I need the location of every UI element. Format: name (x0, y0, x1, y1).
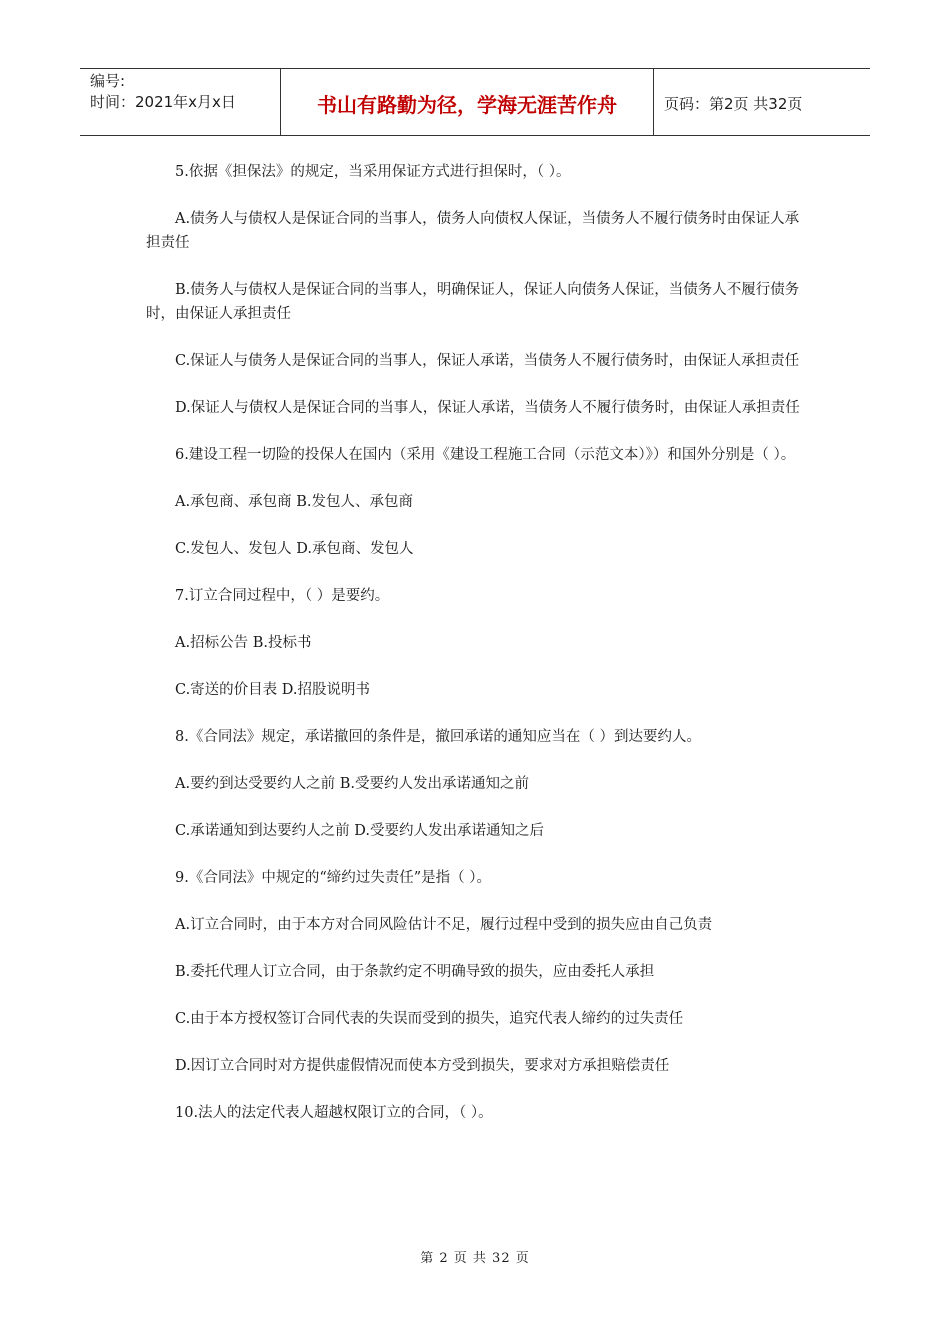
question-5: 5.依据《担保法》的规定，当采用保证方式进行担保时，（ ）。 (175, 164, 571, 180)
page-footer: 第 2 页 共 32 页 (420, 1251, 530, 1266)
question-10: 10.法人的法定代表人超越权限订立的合同，（ ）。 (175, 1105, 493, 1121)
question-5-option-a: A.债务人与债权人是保证合同的当事人，债务人向债权人保证，当债务人不履行债务时由保证人承担责任 (146, 211, 800, 251)
question-7: 7.订立合同过程中，（ ）是要约。 (175, 588, 390, 604)
question-6-options-cd: C.发包人、发包人 D.承包商、发包人 (175, 541, 414, 557)
page-header (80, 68, 870, 136)
question-5-option-c: C.保证人与债务人是保证合同的当事人，保证人承诺，当债务人不履行债务时，由保证人承担责任 (175, 353, 800, 369)
document-body (146, 160, 806, 1148)
question-5-option-d: D.保证人与债权人是保证合同的当事人，保证人承诺，当债务人不履行债务时，由保证人承担责任 (175, 400, 800, 416)
question-9-option-a: A.订立合同时，由于本方对合同风险估计不足，履行过程中受到的损失应由自己负责 (175, 917, 713, 933)
header-page-info: 页码：第2页 共32页 (664, 94, 803, 113)
question-8-options-cd: C.承诺通知到达要约人之前 D.受要约人发出承诺通知之后 (175, 823, 545, 839)
document-time: 时间：2021年x月x日 (90, 93, 236, 111)
question-5-option-b: B.债务人与债权人是保证合同的当事人，明确保证人，保证人向债务人保证，当债务人不履行债务时，由保证人承担责任 (146, 282, 800, 322)
question-9-option-c: C.由于本方授权签订合同代表的失误而受到的损失，追究代表人缔约的过失责任 (175, 1011, 684, 1027)
question-9: 9.《合同法》中规定的“缔约过失责任”是指（ ）。 (175, 870, 492, 886)
question-8-options-ab: A.要约到达受要约人之前 B.受要约人发出承诺通知之前 (175, 776, 529, 792)
question-8: 8.《合同法》规定，承诺撤回的条件是，撤回承诺的通知应当在（ ）到达要约人。 (175, 729, 701, 745)
question-7-options-cd: C.寄送的价目表 D.招股说明书 (175, 682, 371, 698)
question-9-option-b: B.委托代理人订立合同，由于条款约定不明确导致的损失，应由委托人承担 (175, 964, 655, 980)
question-6: 6.建设工程一切险的投保人在国内（采用《建设工程施工合同（示范文本）》）和国外分别是（ ）。 (175, 447, 796, 463)
question-6-options-ab: A.承包商、承包商 B.发包人、承包商 (175, 494, 413, 510)
document-number-label: 编号: (90, 72, 126, 90)
question-9-option-d: D.因订立合同时对方提供虚假情况而使本方受到损失，要求对方承担赔偿责任 (175, 1058, 670, 1074)
question-7-options-ab: A.招标公告 B.投标书 (175, 635, 312, 651)
header-meta (80, 69, 281, 135)
header-motto: 书山有路勤为径，学海无涯苦作舟 (281, 69, 654, 135)
